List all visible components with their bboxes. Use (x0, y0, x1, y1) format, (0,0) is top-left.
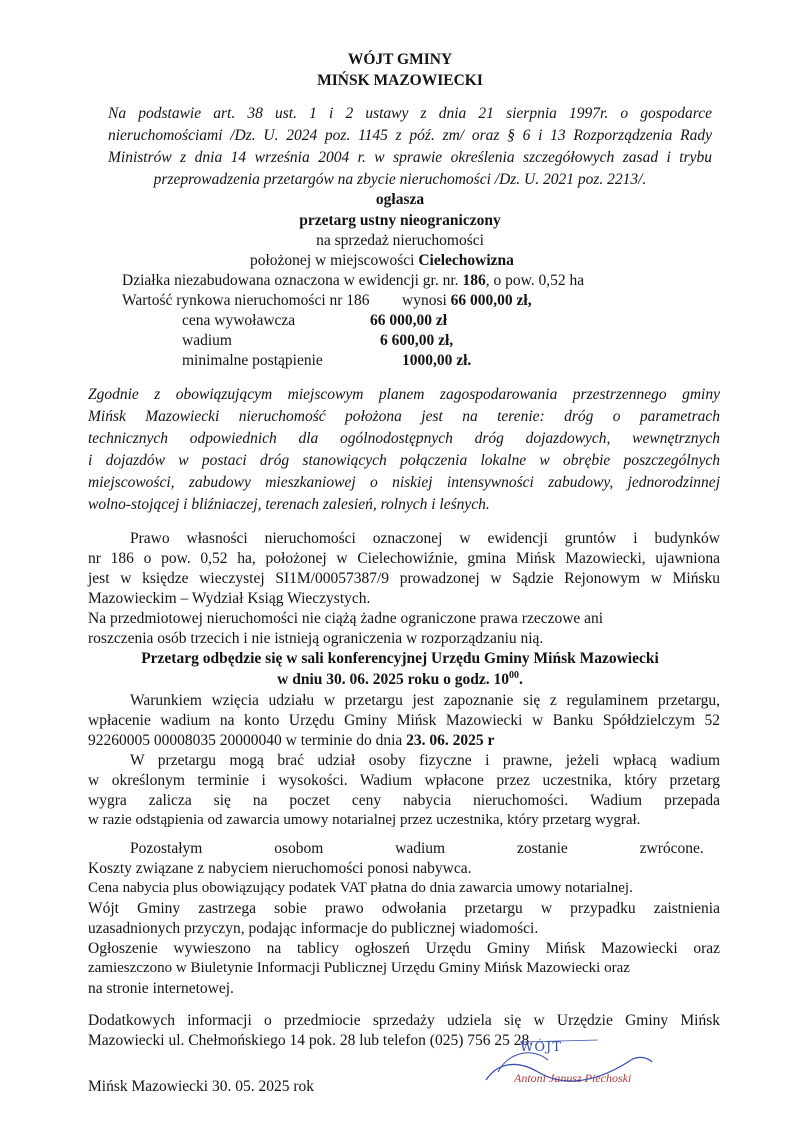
zoning-line: Mińsk Mazowiecki nieruchomość położona jest na terenie: dróg o parametrach (88, 408, 720, 425)
others-line: Cena nabycia plus obowiązujący podatek VAT płatna do dnia zawarcia umowy notarialnej. (88, 880, 633, 896)
others-refund: Pozostałym osobom wadium zostanie zwrócone. (130, 840, 704, 857)
preamble-line: przeprowadzenia przetargów na zbycie nieruchomości /Dz. U. 2021 poz. 2213/. (153, 171, 647, 188)
zoning-line: wolno-stojącej i bliźniaczej, terenach zalesień, rolnych i leśnych. (88, 496, 490, 513)
price-label: cena wywoławcza (182, 312, 296, 329)
price-value: 6 600,00 zł, (380, 332, 454, 349)
ownership-line: Prawo własności nieruchomości oznaczonej w ewidencji gruntów i budynków (130, 530, 720, 547)
document-title-line1: WÓJT GMINY (347, 51, 453, 68)
ownership-line: nr 186 o pow. 0,52 ha, położonej w Cielechowiźnie, gmina Mińsk Mazowiecki, ujawniona (88, 550, 720, 567)
plot-description (122, 272, 584, 290)
place-date: Mińsk Mazowiecki 30. 05. 2025 rok (88, 1078, 315, 1095)
others-line: zamieszczono w Biuletynie Informacji Publicznej Urzędu Gminy Mińsk Mazowiecki oraz (88, 960, 630, 976)
market-value-label: Wartość rynkowa nieruchomości nr 186 (122, 292, 370, 309)
conditions-line (88, 732, 720, 750)
market-value-amount: 66 000,00 zł, (450, 292, 532, 309)
others-line (130, 840, 704, 858)
document-title-line2: MIŃSK MAZOWIECKI (317, 72, 483, 89)
conditions-text: 92260005 00008035 20000040 w terminie do dnia (88, 732, 407, 749)
location-prefix: położonej w miejscowości (250, 252, 419, 269)
price-value: 66 000,00 zł (370, 312, 448, 329)
auction-date-line (0, 670, 800, 689)
plot-number: 186 (462, 272, 486, 289)
ownership-line: Na przedmiotowej nieruchomości nie ciążą żadne ograniczone prawa rzeczowe ani (88, 610, 604, 627)
auction-date-end: . (518, 671, 523, 689)
preamble-line: Na podstawie art. 38 ust. 1 i 2 ustawy z dnia 21 sierpnia 1997r. o gospodarce (108, 105, 712, 122)
market-value (402, 292, 532, 310)
ownership-line: roszczenia osób trzecich i nie istnieją ograniczenia w rozporządzaniu nią. (88, 630, 544, 647)
announce-oglasza: ogłasza (375, 191, 425, 208)
others-line: Koszty związane z nabyciem nieruchomości ponosi nabywca. (88, 860, 472, 877)
price-label: wadium (182, 332, 232, 349)
announce-sprzedaz: na sprzedaż nieruchomości (316, 232, 484, 249)
others-line: Wójt Gminy zastrzega sobie prawo odwołania przetargu w przypadku zaistnienia (88, 900, 720, 917)
price-value: 1000,00 zł. (402, 352, 472, 369)
participants-line: w razie odstąpienia od zawarcia umowy notarialnej przez uczestnika, który przetarg wygrał. (88, 812, 641, 828)
conditions-line: wpłacenie wadium na konto Urzędu Gminy Mińsk Mazowiecki w Banku Spółdzielczym 52 (88, 712, 720, 729)
info-line: Dodatkowych informacji o przedmiocie sprzedaży udziela się w Urzędzie Gminy Mińsk (88, 1012, 720, 1029)
conditions-line: Warunkiem wzięcia udziału w przetargu jest zapoznanie się z regulaminem przetargu, (130, 692, 720, 709)
wojt-stamp: WÓJT (520, 1040, 562, 1055)
plot-prefix: Działka niezabudowana oznaczona w ewidencji gr. nr. (122, 272, 463, 289)
participants-line: wygra zalicza się na poczet ceny nabycia nieruchomości. Wadium przepada (88, 792, 720, 809)
participants-line: w określonym terminie i wysokości. Wadium wpłacone przez uczestnika, który przetarg (88, 772, 720, 789)
signature-scribble-icon (478, 1032, 658, 1092)
deposit-deadline: 23. 06. 2025 r (406, 732, 495, 749)
ownership-line: Mazowieckim – Wydział Ksiąg Wieczystych. (88, 590, 371, 607)
ownership-line: jest w księdze wieczystej SI1M/00057387/9 prowadzonej w Sądzie Rejonowym w Mińsku (88, 570, 720, 587)
others-line: Ogłoszenie wywieszono na tablicy ogłoszeń Urzędu Gminy Mińsk Mazowiecki oraz (88, 940, 720, 957)
zoning-line: miejscowości, zabudowy mieszkaniowej o niskiej intensywności zabudowy, jednorodzinnej (88, 474, 720, 491)
announce-location (250, 252, 514, 270)
signature-name: Antoni Janusz Piechoski (514, 1071, 632, 1085)
participants-line: W przetargu mogą brać udział osoby fizyczne i prawne, jeżeli wpłacą wadium (130, 752, 720, 769)
location-name: Cielechowizna (418, 252, 514, 269)
auction-time-minutes: 00 (508, 670, 519, 681)
auction-date: w dniu 30. 06. 2025 roku o godz. 10 (277, 671, 509, 689)
others-line: uzasadnionych przyczyn, podając informacje do publicznej wiadomości. (88, 920, 539, 937)
zoning-line: technicznych odpowiednich dla ogólnodostępnych dróg dojazdowych, wewnętrznych (88, 430, 720, 447)
zoning-line: i dojazdów w postaci dróg stanowiących połączenia lokalne w obrębie poszczególnych (88, 452, 720, 469)
plot-suffix: , o pow. 0,52 ha (485, 272, 585, 289)
zoning-line: Zgodnie z obowiązującym miejscowym planem zagospodarowania przestrzennego gminy (88, 386, 720, 403)
price-label: minimalne postąpienie (182, 352, 323, 369)
preamble-line: nieruchomościami /Dz. U. 2024 poz. 1145 z póź. zm/ oraz § 6 i 13 Rozporządzenia Rady (108, 127, 712, 144)
auction-place-line1: Przetarg odbędzie się w sali konferencyjnej Urzędu Gminy Mińsk Mazowiecki (141, 650, 659, 667)
market-value-prefix: wynosi (402, 292, 451, 309)
announce-przetarg: przetarg ustny nieograniczony (299, 212, 501, 229)
preamble-line: Ministrów z dnia 14 września 2004 r. w sprawie określenia szczegółowych zasad i trybu (108, 149, 712, 166)
info-line: Mazowiecki ul. Chełmońskiego 14 pok. 28 lub telefon (025) 756 25 28. (88, 1032, 534, 1049)
others-line: na stronie internetowej. (88, 980, 234, 997)
